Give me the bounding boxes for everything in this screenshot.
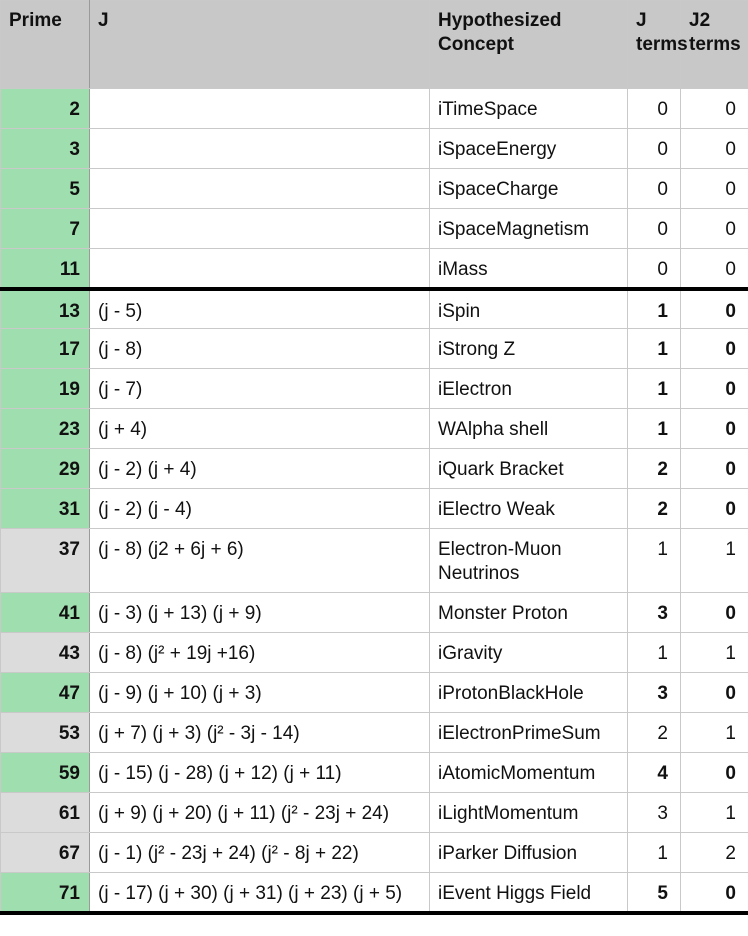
table-body — [1, 89, 748, 913]
j-expression-cell[interactable]: (j - 2) (j - 4) — [90, 489, 430, 529]
j2-terms-cell[interactable]: 0 — [681, 289, 748, 329]
table-row — [1, 673, 748, 713]
j2-terms-cell[interactable]: 0 — [681, 449, 748, 489]
j2-terms-cell[interactable]: 1 — [681, 529, 748, 593]
j-terms-cell[interactable]: 1 — [628, 369, 681, 409]
j-expression-cell[interactable]: (j + 9) (j + 20) (j + 11) (j² - 23j + 24) — [90, 793, 430, 833]
table-row — [1, 793, 748, 833]
j-terms-cell[interactable]: 1 — [628, 529, 681, 593]
concept-cell[interactable]: iTimeSpace — [430, 89, 628, 129]
concept-cell[interactable]: WAlpha shell — [430, 409, 628, 449]
prime-cell[interactable]: 67 — [1, 833, 90, 873]
j-terms-cell[interactable]: 3 — [628, 593, 681, 633]
j2-terms-cell[interactable]: 0 — [681, 873, 748, 913]
j2-terms-cell[interactable]: 0 — [681, 89, 748, 129]
concept-cell[interactable]: iAtomicMomentum — [430, 753, 628, 793]
table-row — [1, 409, 748, 449]
j-expression-cell[interactable]: (j - 8) (j2 + 6j + 6) — [90, 529, 430, 593]
concept-cell[interactable]: iLightMomentum — [430, 793, 628, 833]
j-expression-cell[interactable]: (j - 15) (j - 28) (j + 12) (j + 11) — [90, 753, 430, 793]
j-expression-cell[interactable]: (j - 9) (j + 10) (j + 3) — [90, 673, 430, 713]
prime-cell[interactable]: 29 — [1, 449, 90, 489]
j2-terms-cell[interactable]: 1 — [681, 713, 748, 753]
concept-cell[interactable]: iEvent Higgs Field — [430, 873, 628, 913]
j2-terms-cell[interactable]: 1 — [681, 633, 748, 673]
j-terms-cell[interactable]: 1 — [628, 633, 681, 673]
j-expression-cell[interactable]: (j - 17) (j + 30) (j + 31) (j + 23) (j + 5) — [90, 873, 430, 913]
table-row — [1, 529, 748, 593]
j-terms-cell[interactable]: 2 — [628, 489, 681, 529]
header-row — [1, 1, 748, 89]
j2-terms-cell[interactable]: 0 — [681, 329, 748, 369]
j-terms-cell[interactable]: 0 — [628, 209, 681, 249]
j-terms-cell[interactable]: 0 — [628, 249, 681, 289]
concept-cell[interactable]: iProtonBlackHole — [430, 673, 628, 713]
prime-cell[interactable]: 17 — [1, 329, 90, 369]
prime-cell[interactable]: 47 — [1, 673, 90, 713]
j-expression-cell[interactable]: (j - 1) (j² - 23j + 24) (j² - 8j + 22) — [90, 833, 430, 873]
prime-cell[interactable]: 11 — [1, 249, 90, 289]
prime-cell[interactable]: 5 — [1, 169, 90, 209]
j-terms-cell[interactable]: 0 — [628, 129, 681, 169]
prime-cell[interactable]: 61 — [1, 793, 90, 833]
prime-cell[interactable]: 71 — [1, 873, 90, 913]
j-expression-cell[interactable]: (j - 8) (j² + 19j +16) — [90, 633, 430, 673]
j-terms-cell[interactable]: 0 — [628, 89, 681, 129]
j-expression-cell[interactable]: (j - 5) — [90, 289, 430, 329]
j2-terms-cell[interactable]: 0 — [681, 249, 748, 289]
j-terms-cell[interactable]: 1 — [628, 833, 681, 873]
j2-terms-cell[interactable]: 0 — [681, 673, 748, 713]
j-terms-cell[interactable]: 2 — [628, 713, 681, 753]
table-row — [1, 633, 748, 673]
table-row — [1, 449, 748, 489]
table-row — [1, 249, 748, 289]
table-row — [1, 329, 748, 369]
j-terms-cell[interactable]: 1 — [628, 289, 681, 329]
j2-terms-cell[interactable]: 0 — [681, 369, 748, 409]
j-expression-cell[interactable]: (j - 8) — [90, 329, 430, 369]
prime-cell[interactable]: 41 — [1, 593, 90, 633]
j-expression-cell[interactable]: (j - 2) (j + 4) — [90, 449, 430, 489]
j2-terms-cell[interactable]: 0 — [681, 489, 748, 529]
header-j-terms[interactable]: J terms — [628, 1, 681, 89]
table-row — [1, 873, 748, 913]
header-j[interactable]: J — [90, 1, 430, 89]
concept-cell[interactable]: iGravity — [430, 633, 628, 673]
j-expression-cell[interactable] — [90, 129, 430, 169]
prime-cell[interactable]: 7 — [1, 209, 90, 249]
prime-cell[interactable]: 31 — [1, 489, 90, 529]
prime-cell[interactable]: 19 — [1, 369, 90, 409]
j2-terms-cell[interactable]: 0 — [681, 169, 748, 209]
table-row — [1, 209, 748, 249]
j-terms-cell[interactable]: 2 — [628, 449, 681, 489]
prime-cell[interactable]: 43 — [1, 633, 90, 673]
prime-cell[interactable]: 37 — [1, 529, 90, 593]
j-terms-cell[interactable]: 1 — [628, 409, 681, 449]
j-expression-cell[interactable]: (j + 4) — [90, 409, 430, 449]
prime-cell[interactable]: 3 — [1, 129, 90, 169]
concept-cell[interactable]: iSpaceEnergy — [430, 129, 628, 169]
concept-cell[interactable]: Electron-Muon Neutrinos — [430, 529, 628, 593]
prime-cell[interactable]: 53 — [1, 713, 90, 753]
prime-cell[interactable]: 23 — [1, 409, 90, 449]
j-expression-cell[interactable] — [90, 209, 430, 249]
j2-terms-cell[interactable]: 0 — [681, 593, 748, 633]
prime-cell[interactable]: 2 — [1, 89, 90, 129]
table-row — [1, 369, 748, 409]
j-terms-cell[interactable]: 5 — [628, 873, 681, 913]
j-expression-cell[interactable]: (j + 7) (j + 3) (j² - 3j - 14) — [90, 713, 430, 753]
j-expression-cell[interactable] — [90, 89, 430, 129]
j-expression-cell[interactable]: (j - 7) — [90, 369, 430, 409]
j-terms-cell[interactable]: 1 — [628, 329, 681, 369]
table-row — [1, 169, 748, 209]
j-terms-cell[interactable]: 3 — [628, 673, 681, 713]
table-row — [1, 713, 748, 753]
table-row — [1, 89, 748, 129]
j-terms-cell[interactable]: 4 — [628, 753, 681, 793]
header-j2-terms[interactable]: J2 terms — [681, 1, 748, 89]
j-terms-cell[interactable]: 0 — [628, 169, 681, 209]
j2-terms-cell[interactable]: 0 — [681, 129, 748, 169]
header-concept[interactable]: Hypothesized Concept — [430, 1, 628, 89]
concept-cell[interactable]: iStrong Z — [430, 329, 628, 369]
j-expression-cell[interactable] — [90, 249, 430, 289]
j-expression-cell[interactable] — [90, 169, 430, 209]
concept-cell[interactable]: iElectronPrimeSum — [430, 713, 628, 753]
j-expression-cell[interactable]: (j - 3) (j + 13) (j + 9) — [90, 593, 430, 633]
table-row — [1, 129, 748, 169]
concept-cell[interactable]: iElectro Weak — [430, 489, 628, 529]
j2-terms-cell[interactable]: 1 — [681, 793, 748, 833]
table-row — [1, 289, 748, 329]
j2-terms-cell[interactable]: 0 — [681, 209, 748, 249]
prime-cell[interactable]: 59 — [1, 753, 90, 793]
j2-terms-cell[interactable]: 2 — [681, 833, 748, 873]
concept-cell[interactable]: iSpaceCharge — [430, 169, 628, 209]
table-row — [1, 753, 748, 793]
concept-cell[interactable]: iQuark Bracket — [430, 449, 628, 489]
j2-terms-cell[interactable]: 0 — [681, 409, 748, 449]
header-prime[interactable]: Prime — [1, 1, 90, 89]
concept-cell[interactable]: iSpaceMagnetism — [430, 209, 628, 249]
table-row — [1, 489, 748, 529]
j-terms-cell[interactable]: 3 — [628, 793, 681, 833]
concept-cell[interactable]: iParker Diffusion — [430, 833, 628, 873]
concept-cell[interactable]: Monster Proton — [430, 593, 628, 633]
prime-cell[interactable]: 13 — [1, 289, 90, 329]
concept-cell[interactable]: iSpin — [430, 289, 628, 329]
concept-cell[interactable]: iElectron — [430, 369, 628, 409]
table-row — [1, 593, 748, 633]
j2-terms-cell[interactable]: 0 — [681, 753, 748, 793]
table-row — [1, 833, 748, 873]
concept-cell[interactable]: iMass — [430, 249, 628, 289]
